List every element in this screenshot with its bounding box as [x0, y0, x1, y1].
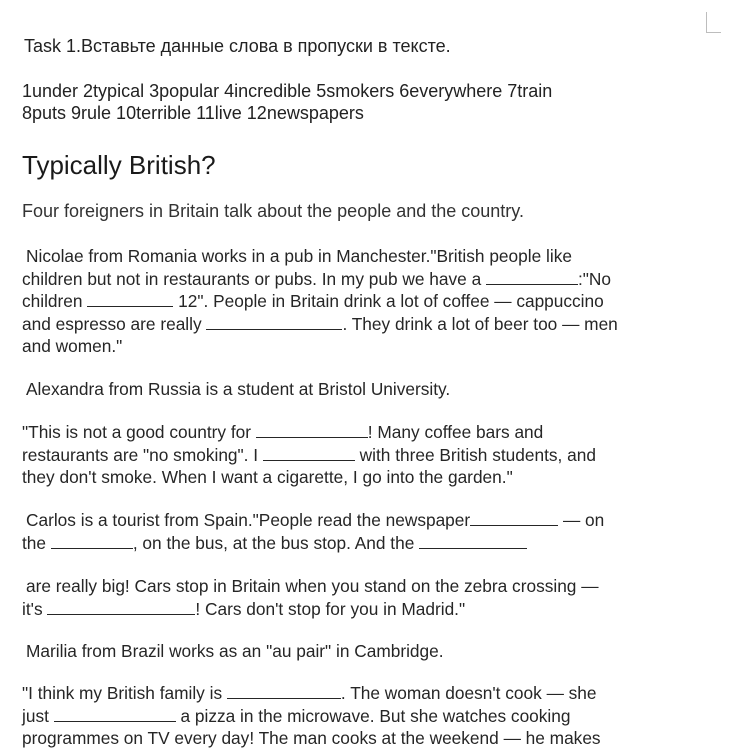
- paragraph-marilia: [22, 682, 722, 750]
- text-line: children but not in restaurants or pubs. In my pub we have a :"No: [22, 268, 612, 289]
- paragraph-alexandra: [22, 421, 722, 489]
- paragraph-nicolae: [22, 245, 722, 358]
- text-title: Typically British?: [22, 150, 216, 180]
- page-corner-mark: [706, 12, 721, 33]
- gap-blank: [206, 315, 342, 330]
- word-bank-line: 1under 2typical 3popular 4incredible 5smokers 6everywhere 7train: [22, 81, 553, 101]
- text-line: "This is not a good country for ! Many coffee bars and: [22, 422, 544, 442]
- gap-blank: [486, 270, 578, 285]
- gap-blank: [47, 600, 195, 615]
- gap-blank: [51, 534, 133, 549]
- text-intro: Four foreigners in Britain talk about the people and the country.: [22, 201, 524, 221]
- gap-blank: [419, 534, 527, 549]
- text-line: just a pizza in the microwave. But she watches cooking: [22, 705, 571, 726]
- word-bank-line: 8puts 9rule 10terrible 11live 12newspapers: [22, 103, 364, 123]
- text-line: restaurants are "no smoking". I with three British students, and: [22, 444, 596, 465]
- paragraph-carlos-cont: [22, 575, 722, 620]
- paragraph-carlos: [22, 509, 722, 554]
- text-line: are really big! Cars stop in Britain when you stand on the zebra crossing —: [26, 576, 599, 596]
- text-line: and espresso are really . They drink a lot of beer too — men: [22, 313, 618, 334]
- text-line: they don't smoke. When I want a cigarette, I go into the garden.": [22, 467, 513, 487]
- alexandra-intro: Alexandra from Russia is a student at Bristol University.: [26, 379, 451, 399]
- text-line: "I think my British family is . The woman doesn't cook — she: [22, 683, 597, 703]
- text-line: Nicolae from Romania works in a pub in Manchester."British people like: [26, 246, 572, 266]
- gap-blank: [54, 707, 176, 722]
- text-line: Carlos is a tourist from Spain."People read the newspaper — on: [26, 510, 605, 530]
- text-line: programmes on TV every day! The man cooks at the weekend — he makes: [22, 728, 601, 748]
- marilia-intro: Marilia from Brazil works as an "au pair" in Cambridge.: [26, 641, 444, 661]
- text-line: children 12". People in Britain drink a lot of coffee — cappuccino: [22, 291, 604, 311]
- gap-blank: [256, 423, 368, 438]
- text-line: the , on the bus, at the bus stop. And the: [22, 532, 722, 555]
- gap-blank: [470, 511, 558, 526]
- gap-blank: [263, 446, 355, 461]
- text-line: it's ! Cars don't stop for you in Madrid.": [22, 598, 466, 619]
- gap-blank: [227, 684, 341, 699]
- gap-blank: [87, 292, 173, 307]
- word-bank: [22, 80, 722, 124]
- text-line: and women.": [22, 336, 123, 356]
- task-instruction: Task 1.Вставьте данные слова в пропуски в тексте.: [24, 36, 451, 56]
